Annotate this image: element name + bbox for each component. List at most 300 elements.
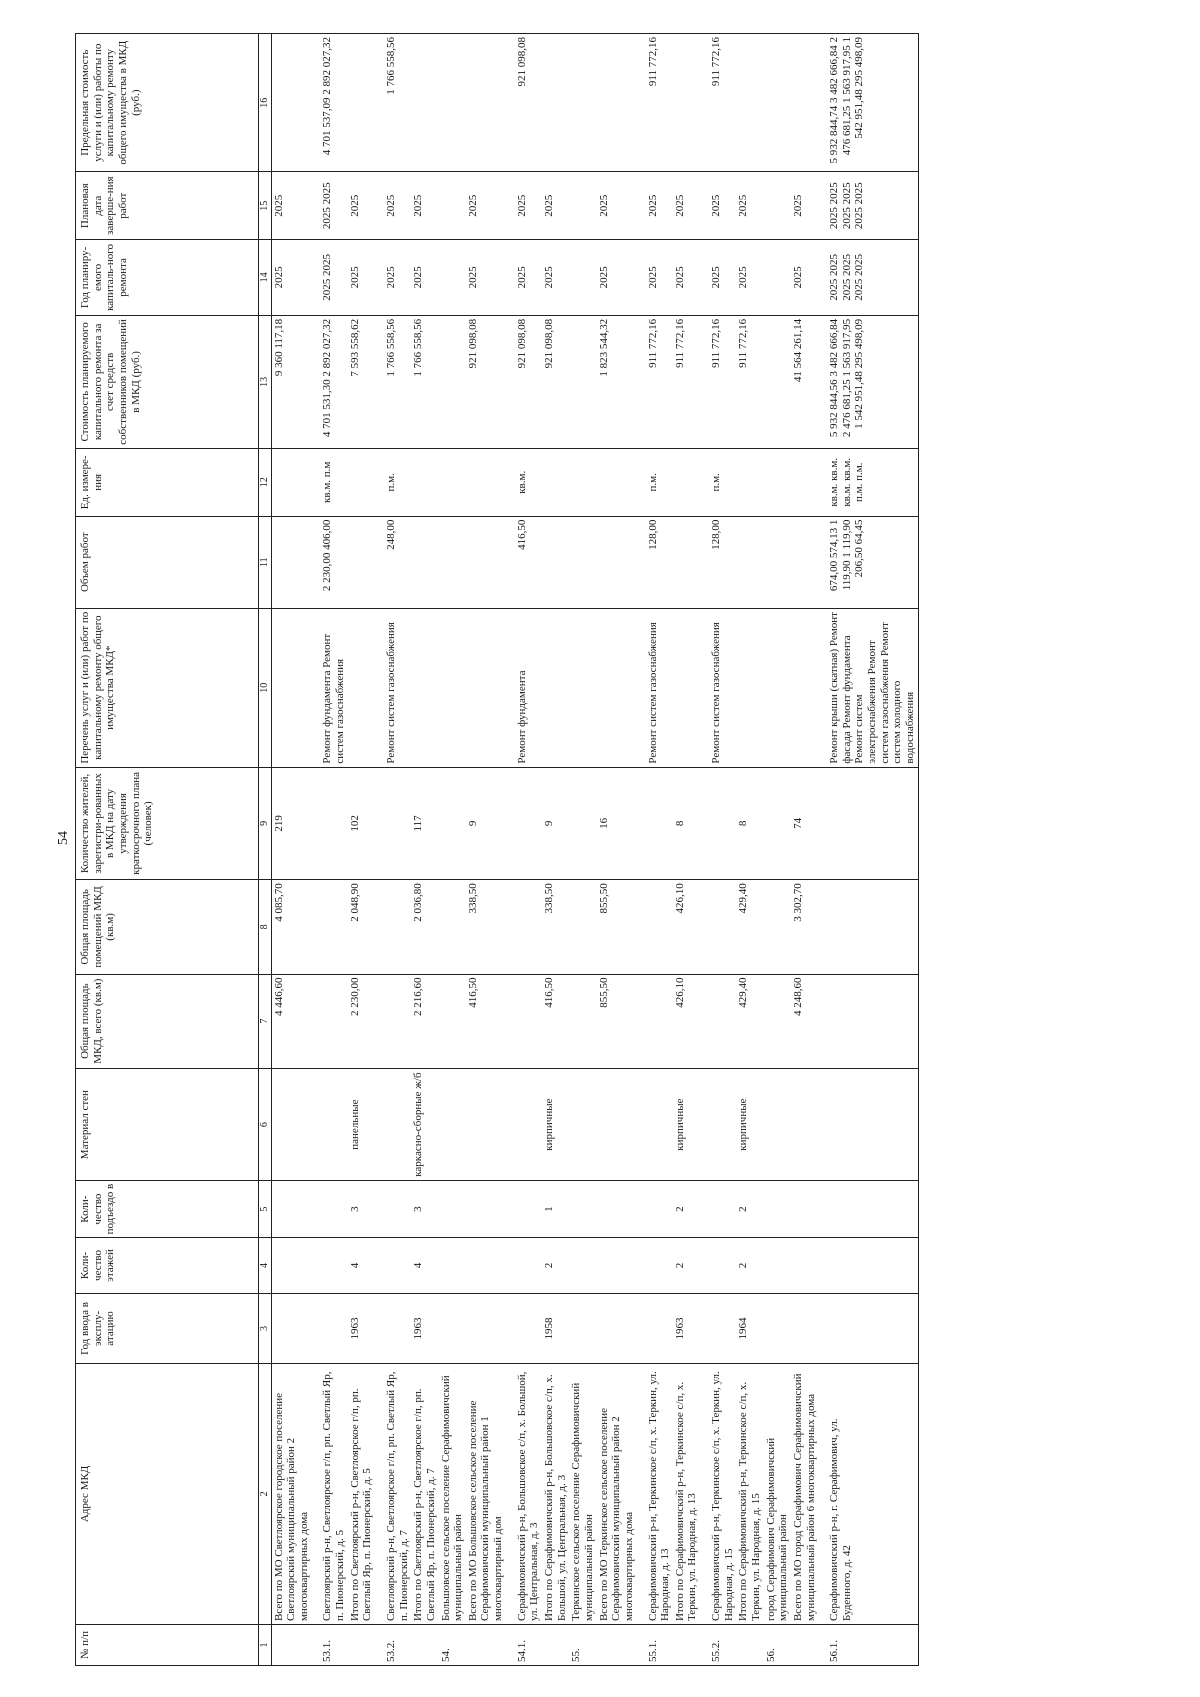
cell-col-9	[764, 767, 791, 880]
cell-col-16	[569, 34, 596, 172]
cell-col-6	[700, 1068, 736, 1181]
cell-col-9	[439, 767, 466, 880]
cell-col-3	[569, 1294, 596, 1364]
cell-col-4	[439, 1237, 466, 1293]
column-number-15: 15	[259, 172, 272, 240]
header-col-13: Стоимость планируемого капитального ремонта за счет средств собственников помещений в МКД (руб.)	[76, 315, 259, 448]
cell-col-11	[271, 516, 311, 608]
column-number-row	[259, 34, 272, 1666]
cell-col-11	[411, 516, 438, 608]
cell-col-9	[506, 767, 542, 880]
cell-col-13: 921 098,08	[542, 315, 569, 448]
cell-col-15: 2025	[466, 172, 506, 240]
cell-col-2: Теркинское сельское поселение Серафимовичский муниципальный район	[569, 1363, 596, 1624]
cell-col-6	[791, 1068, 818, 1181]
cell-col-6: кирпичные	[736, 1068, 763, 1181]
cell-col-2: Итого по Серафимовичский р-н, Теркинское с/п, х. Теркин, ул. Народная, д. 15	[736, 1363, 763, 1624]
cell-col-8: 855,50	[597, 880, 637, 974]
cell-col-3: 1958	[542, 1294, 569, 1364]
cell-col-12	[791, 448, 818, 516]
cell-col-10: Ремонт фундамента Ремонт систем газоснабжения	[311, 608, 347, 767]
cell-col-13: 41 564 261,14	[791, 315, 818, 448]
cell-col-16	[764, 34, 791, 172]
cell-col-11: 128,00	[637, 516, 673, 608]
cell-col-2: Всего по МО Большовское сельское поселение Серафимовичский муниципальный район 1 многоквартирный дом	[466, 1363, 506, 1624]
cell-col-16: 921 098,08	[506, 34, 542, 172]
cell-col-3	[791, 1294, 818, 1364]
cell-col-2: Итого по Серафимовичский р-н, Большовское с/п, х. Большой, ул. Центральная, д. 3	[542, 1363, 569, 1624]
cell-col-10: Ремонт крыши (скатная) Ремонт фасада Ремонт фундамента Ремонт систем электроснабжения Ремонт систем газоснабжения Ремонт систем холодного водоснабжения	[818, 608, 918, 767]
table-row	[411, 34, 438, 1666]
header-col-11: Объем работ	[76, 516, 259, 608]
cell-col-12	[569, 448, 596, 516]
cell-col-7	[637, 974, 673, 1068]
table-row	[311, 34, 347, 1666]
cell-col-11: 128,00	[700, 516, 736, 608]
cell-col-16: 1 766 558,56	[375, 34, 411, 172]
cell-col-9: 9	[466, 767, 506, 880]
cell-col-14	[439, 240, 466, 316]
cell-col-14: 2025	[791, 240, 818, 316]
cell-col-12	[542, 448, 569, 516]
table-row	[348, 34, 375, 1666]
cell-col-5: 1	[542, 1181, 569, 1237]
cell-col-6: кирпичные	[673, 1068, 700, 1181]
table-row	[700, 34, 736, 1666]
table-row	[597, 34, 637, 1666]
cell-col-16: 911 772,16	[700, 34, 736, 172]
header-col-3: Год ввода в эксплу-атацию	[76, 1294, 259, 1364]
header-col-14: Год планиру-емого капиталь-ного ремонта	[76, 240, 259, 316]
cell-col-9	[311, 767, 347, 880]
cell-col-14: 2025	[411, 240, 438, 316]
cell-col-12	[271, 448, 311, 516]
cell-col-14: 2025 2025 2025 2025 2025 2025	[818, 240, 918, 316]
column-number-12: 12	[259, 448, 272, 516]
cell-col-10	[466, 608, 506, 767]
cell-col-5	[597, 1181, 637, 1237]
cell-col-6	[375, 1068, 411, 1181]
cell-col-9: 219	[271, 767, 311, 880]
cell-col-14: 2025	[271, 240, 311, 316]
cell-col-7: 2 216,60	[411, 974, 438, 1068]
cell-col-5	[818, 1181, 918, 1237]
cell-col-4: 2	[736, 1237, 763, 1293]
cell-col-1	[673, 1625, 700, 1666]
cell-col-8	[439, 880, 466, 974]
cell-col-8	[818, 880, 918, 974]
cell-col-10: Ремонт фундамента	[506, 608, 542, 767]
cell-col-5	[311, 1181, 347, 1237]
cell-col-5	[271, 1181, 311, 1237]
cell-col-4	[569, 1237, 596, 1293]
cell-col-15: 2025	[348, 172, 375, 240]
cell-col-1: 55.	[569, 1625, 596, 1666]
cell-col-5	[466, 1181, 506, 1237]
cell-col-9	[375, 767, 411, 880]
cell-col-11	[736, 516, 763, 608]
cell-col-6	[597, 1068, 637, 1181]
header-col-1: № п/п	[76, 1625, 259, 1666]
cell-col-16	[791, 34, 818, 172]
cell-col-10	[439, 608, 466, 767]
cell-col-8: 429,40	[736, 880, 763, 974]
cell-col-10	[348, 608, 375, 767]
cell-col-14: 2025	[673, 240, 700, 316]
cell-col-6	[764, 1068, 791, 1181]
cell-col-15: 2025	[597, 172, 637, 240]
cell-col-13: 4 701 531,30 2 892 027,32	[311, 315, 347, 448]
cell-col-2: Всего по МО Светлоярское городское поселение Светлоярский муниципальный район 2 многоквартирных дома	[271, 1363, 311, 1624]
cell-col-14: 2025 2025	[311, 240, 347, 316]
header-col-9: Количество жителей, зарегистри-рованных в МКД на дату утверждения краткосрочного плана (человек)	[76, 767, 259, 880]
cell-col-6	[637, 1068, 673, 1181]
cell-col-6	[506, 1068, 542, 1181]
table-row	[271, 34, 311, 1666]
column-number-16: 16	[259, 34, 272, 172]
cell-col-8	[764, 880, 791, 974]
cell-col-2: Итого по Светлоярский р-н, Светлоярское г/п, рп. Светлый Яр, п. Пионерский, д. 7	[411, 1363, 438, 1624]
cell-col-8	[506, 880, 542, 974]
table-row	[542, 34, 569, 1666]
cell-col-11: 248,00	[375, 516, 411, 608]
cell-col-3: 1963	[673, 1294, 700, 1364]
cell-col-6: каркасно-сборные ж/б	[411, 1068, 438, 1181]
cell-col-14: 2025	[375, 240, 411, 316]
cell-col-14: 2025	[637, 240, 673, 316]
cell-col-3: 1963	[348, 1294, 375, 1364]
cell-col-1	[466, 1625, 506, 1666]
table-row	[818, 34, 918, 1666]
cell-col-15: 2025	[271, 172, 311, 240]
cell-col-11: 674,00 574,13 1 119,90 1 119,90 206,50 64,45	[818, 516, 918, 608]
cell-col-11	[673, 516, 700, 608]
cell-col-4	[700, 1237, 736, 1293]
cell-col-7: 426,10	[673, 974, 700, 1068]
cell-col-7: 429,40	[736, 974, 763, 1068]
cell-col-8: 2 036,80	[411, 880, 438, 974]
cell-col-13: 911 772,16	[637, 315, 673, 448]
cell-col-3	[700, 1294, 736, 1364]
cell-col-13: 911 772,16	[736, 315, 763, 448]
cell-col-15	[439, 172, 466, 240]
cell-col-14: 2025	[597, 240, 637, 316]
cell-col-16	[466, 34, 506, 172]
cell-col-7	[818, 974, 918, 1068]
cell-col-4	[764, 1237, 791, 1293]
header-col-15: Плановая дата заверше-ния работ	[76, 172, 259, 240]
cell-col-4: 2	[542, 1237, 569, 1293]
cell-col-1: 54.	[439, 1625, 466, 1666]
cell-col-15: 2025	[506, 172, 542, 240]
cell-col-8: 2 048,90	[348, 880, 375, 974]
cell-col-4: 2	[673, 1237, 700, 1293]
column-number-10: 10	[259, 608, 272, 767]
header-col-4: Коли-чество этажей	[76, 1237, 259, 1293]
cell-col-5	[375, 1181, 411, 1237]
header-col-16: Предельная стоимость услуги и (или) работы по капитальному ремонту общего имущества в МКД (руб.)	[76, 34, 259, 172]
cell-col-14: 2025	[542, 240, 569, 316]
cell-col-14: 2025	[466, 240, 506, 316]
cell-col-16	[673, 34, 700, 172]
cell-col-9	[818, 767, 918, 880]
cell-col-3	[506, 1294, 542, 1364]
table-row	[791, 34, 818, 1666]
cell-col-12	[348, 448, 375, 516]
cell-col-12	[439, 448, 466, 516]
cell-col-4	[637, 1237, 673, 1293]
cell-col-7	[764, 974, 791, 1068]
cell-col-6	[311, 1068, 347, 1181]
cell-col-8: 426,10	[673, 880, 700, 974]
column-number-6: 6	[259, 1068, 272, 1181]
cell-col-10: Ремонт систем газоснабжения	[700, 608, 736, 767]
cell-col-14: 2025	[506, 240, 542, 316]
rotated-sheet	[75, 33, 1145, 1666]
cell-col-8: 4 085,70	[271, 880, 311, 974]
cell-col-1	[348, 1625, 375, 1666]
cell-col-4	[597, 1237, 637, 1293]
cell-col-15: 2025	[637, 172, 673, 240]
cell-col-13: 1 766 558,56	[375, 315, 411, 448]
cell-col-9: 16	[597, 767, 637, 880]
cell-col-3	[466, 1294, 506, 1364]
cell-col-12: п.м.	[700, 448, 736, 516]
cell-col-1: 53.2.	[375, 1625, 411, 1666]
cell-col-10	[597, 608, 637, 767]
cell-col-15: 2025	[542, 172, 569, 240]
cell-col-13: 7 593 558,62	[348, 315, 375, 448]
column-number-1: 1	[259, 1625, 272, 1666]
cell-col-15: 2025	[673, 172, 700, 240]
cell-col-9: 102	[348, 767, 375, 880]
cell-col-15: 2025	[375, 172, 411, 240]
cell-col-5	[764, 1181, 791, 1237]
cell-col-10	[542, 608, 569, 767]
cell-col-11	[569, 516, 596, 608]
cell-col-1: 56.	[764, 1625, 791, 1666]
cell-col-13	[439, 315, 466, 448]
cell-col-3	[439, 1294, 466, 1364]
cell-col-15	[569, 172, 596, 240]
cell-col-11: 2 230,00 406,00	[311, 516, 347, 608]
cell-col-12	[673, 448, 700, 516]
table-row	[736, 34, 763, 1666]
cell-col-14: 2025	[348, 240, 375, 316]
cell-col-13: 1 766 558,56	[411, 315, 438, 448]
column-number-3: 3	[259, 1294, 272, 1364]
cell-col-6	[439, 1068, 466, 1181]
cell-col-9: 8	[673, 767, 700, 880]
header-col-12: Ед. измере-ния	[76, 448, 259, 516]
table-row	[673, 34, 700, 1666]
table-row	[764, 34, 791, 1666]
cell-col-13: 911 772,16	[700, 315, 736, 448]
cell-col-1	[791, 1625, 818, 1666]
cell-col-13	[569, 315, 596, 448]
cell-col-4: 4	[411, 1237, 438, 1293]
cell-col-3	[375, 1294, 411, 1364]
cell-col-1: 55.1.	[637, 1625, 673, 1666]
cell-col-6	[466, 1068, 506, 1181]
cell-col-5	[637, 1181, 673, 1237]
cell-col-10	[791, 608, 818, 767]
cell-col-13: 5 932 844,56 3 482 666,84 2 476 681,25 1 563 917,95 1 542 951,48 295 498,09	[818, 315, 918, 448]
column-number-14: 14	[259, 240, 272, 316]
cell-col-13: 9 360 117,18	[271, 315, 311, 448]
header-col-7: Общая площадь МКД, всего (кв.м)	[76, 974, 259, 1068]
cell-col-2: Всего по МО Теркинское сельское поселение Серафимовичский муниципальный район 2 многоквартирных дома	[597, 1363, 637, 1624]
cell-col-2: Итого по Серафимовичский р-н, Теркинское с/п, х. Теркин, ул. Народная, д. 13	[673, 1363, 700, 1624]
column-number-9: 9	[259, 767, 272, 880]
cell-col-12	[411, 448, 438, 516]
cell-col-7	[375, 974, 411, 1068]
cell-col-15: 2025 2025	[311, 172, 347, 240]
cell-col-13: 921 098,08	[466, 315, 506, 448]
cell-col-8: 338,50	[466, 880, 506, 974]
cell-col-5: 2	[673, 1181, 700, 1237]
cell-col-11: 416,50	[506, 516, 542, 608]
cell-col-7	[439, 974, 466, 1068]
cell-col-2: Серафимовичский р-н, г. Серафимович, ул. Буденного, д. 42	[818, 1363, 918, 1624]
cell-col-15: 2025 2025 2025 2025 2025 2025	[818, 172, 918, 240]
cell-col-12: кв.м. п.м	[311, 448, 347, 516]
cell-col-10	[673, 608, 700, 767]
cell-col-9: 9	[542, 767, 569, 880]
cell-col-16	[411, 34, 438, 172]
cell-col-3	[597, 1294, 637, 1364]
cell-col-11	[791, 516, 818, 608]
cell-col-6: кирпичные	[542, 1068, 569, 1181]
header-col-6: Материал стен	[76, 1068, 259, 1181]
cell-col-9	[569, 767, 596, 880]
cell-col-3	[311, 1294, 347, 1364]
cell-col-12: кв.м.	[506, 448, 542, 516]
header-col-2: Адрес МКД	[76, 1363, 259, 1624]
cell-col-6	[569, 1068, 596, 1181]
cell-col-7	[700, 974, 736, 1068]
cell-col-2: Светлоярский р-н, Светлоярское г/п, рп. Светлый Яр, п. Пионерский, д. 7	[375, 1363, 411, 1624]
cell-col-7: 855,50	[597, 974, 637, 1068]
cell-col-6	[271, 1068, 311, 1181]
cell-col-15: 2025	[700, 172, 736, 240]
cell-col-8: 338,50	[542, 880, 569, 974]
cell-col-9	[700, 767, 736, 880]
header-col-5: Коли-чество подъездо в	[76, 1181, 259, 1237]
cell-col-12	[764, 448, 791, 516]
cell-col-13	[764, 315, 791, 448]
cell-col-7	[569, 974, 596, 1068]
cell-col-13: 921 098,08	[506, 315, 542, 448]
cell-col-10	[736, 608, 763, 767]
cell-col-4: 4	[348, 1237, 375, 1293]
cell-col-11	[764, 516, 791, 608]
cell-col-13: 1 823 544,32	[597, 315, 637, 448]
cell-col-15	[764, 172, 791, 240]
column-number-8: 8	[259, 880, 272, 974]
cell-col-8	[311, 880, 347, 974]
page-number: 54	[56, 831, 71, 845]
cell-col-11	[439, 516, 466, 608]
cell-col-2: Итого по Светлоярский р-н, Светлоярское г/п, рп. Светлый Яр, п. Пионерский, д. 5	[348, 1363, 375, 1624]
cell-col-5: 3	[348, 1181, 375, 1237]
cell-col-15: 2025	[736, 172, 763, 240]
cell-col-2: Серафимовичский р-н, Теркинское с/п, х. Теркин, ул. Народная, д. 15	[700, 1363, 736, 1624]
table-row	[569, 34, 596, 1666]
cell-col-2: Серафимовичский р-н, Большовское с/п, х. Большой, ул. Центральная, д. 3	[506, 1363, 542, 1624]
cell-col-15: 2025	[791, 172, 818, 240]
cell-col-7: 4 248,60	[791, 974, 818, 1068]
cell-col-12: п.м.	[375, 448, 411, 516]
table-row	[637, 34, 673, 1666]
cell-col-16	[542, 34, 569, 172]
cell-col-12	[597, 448, 637, 516]
cell-col-16	[271, 34, 311, 172]
cell-col-1: 54.1.	[506, 1625, 542, 1666]
cell-col-13: 911 772,16	[673, 315, 700, 448]
cell-col-3	[764, 1294, 791, 1364]
cell-col-6: панельные	[348, 1068, 375, 1181]
cell-col-4	[271, 1237, 311, 1293]
cell-col-3: 1964	[736, 1294, 763, 1364]
cell-col-4	[466, 1237, 506, 1293]
cell-col-9	[637, 767, 673, 880]
cell-col-16: 5 932 844,74 3 482 666,84 2 476 681,25 1 563 917,95 1 542 951,48 295 498,09	[818, 34, 918, 172]
cell-col-12: кв.м. кв.м. кв.м. кв.м. п.м. п.м.	[818, 448, 918, 516]
cell-col-3: 1963	[411, 1294, 438, 1364]
cell-col-1	[411, 1625, 438, 1666]
cell-col-4	[375, 1237, 411, 1293]
cell-col-8	[569, 880, 596, 974]
column-number-5: 5	[259, 1181, 272, 1237]
cell-col-2: город Серафимович Серафимовичский муниципальный район	[764, 1363, 791, 1624]
cell-col-14: 2025	[736, 240, 763, 316]
cell-col-4	[791, 1237, 818, 1293]
cell-col-12	[466, 448, 506, 516]
cell-col-5	[439, 1181, 466, 1237]
cell-col-2: Светлоярский р-н, Светлоярское г/п, рп. Светлый Яр, п. Пионерский, д. 5	[311, 1363, 347, 1624]
cell-col-10	[569, 608, 596, 767]
cell-col-1	[736, 1625, 763, 1666]
cell-col-5: 3	[411, 1181, 438, 1237]
cell-col-9: 74	[791, 767, 818, 880]
cell-col-10	[411, 608, 438, 767]
cell-col-5: 2	[736, 1181, 763, 1237]
cell-col-5	[506, 1181, 542, 1237]
cell-col-8	[375, 880, 411, 974]
cell-col-6	[818, 1068, 918, 1181]
cell-col-10	[764, 608, 791, 767]
cell-col-5	[791, 1181, 818, 1237]
cell-col-16	[439, 34, 466, 172]
cell-col-3	[271, 1294, 311, 1364]
cell-col-1: 56.1.	[818, 1625, 918, 1666]
cell-col-2: Серафимовичский р-н, Теркинское с/п, х. Теркин, ул. Народная, д. 13	[637, 1363, 673, 1624]
cell-col-16: 4 701 537,09 2 892 027,32	[311, 34, 347, 172]
cell-col-16	[736, 34, 763, 172]
cell-col-10: Ремонт систем газоснабжения	[637, 608, 673, 767]
cell-col-1: 53.1.	[311, 1625, 347, 1666]
cell-col-2: Всего по МО город Серафимович Серафимовичский муниципальный район 6 многоквартирных дома	[791, 1363, 818, 1624]
capital-repair-table	[75, 33, 919, 1666]
column-number-13: 13	[259, 315, 272, 448]
cell-col-10	[271, 608, 311, 767]
cell-col-3	[637, 1294, 673, 1364]
cell-col-14	[764, 240, 791, 316]
cell-col-12	[736, 448, 763, 516]
cell-col-9: 8	[736, 767, 763, 880]
table-row	[466, 34, 506, 1666]
